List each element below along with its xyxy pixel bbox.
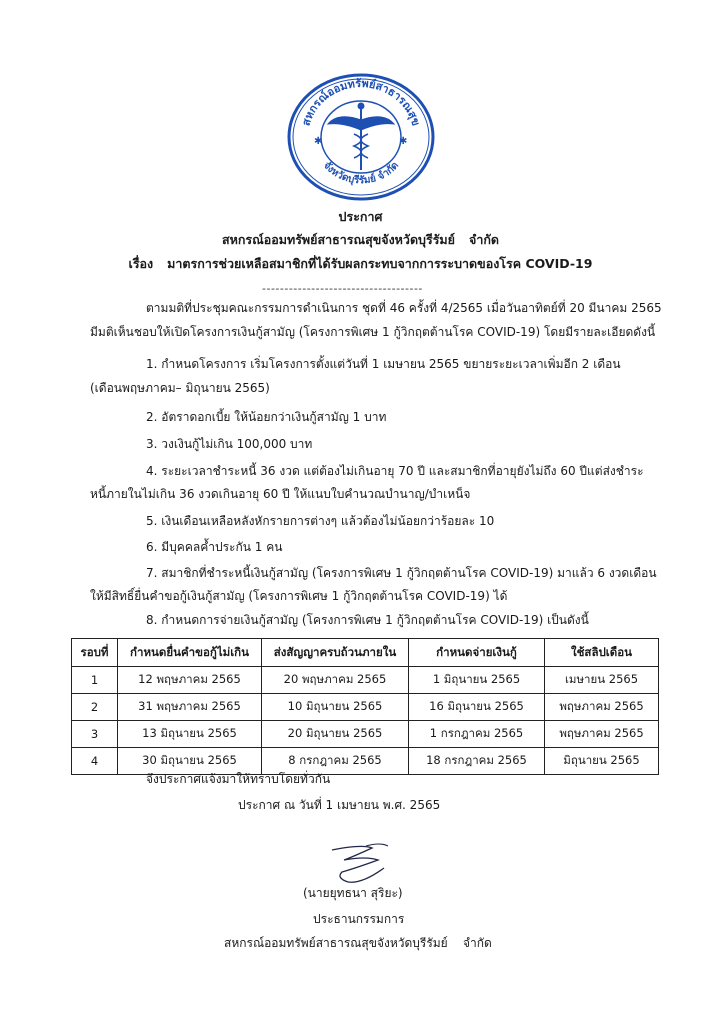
table-cell: 1 กรกฎาคม 2565 bbox=[409, 721, 545, 748]
item-2: 2. อัตราดอกเบี้ย ให้น้อยกว่าเงินกู้สามัญ 1 บาท bbox=[146, 410, 387, 424]
table-cell: มิถุนายน 2565 bbox=[545, 748, 659, 775]
item-8: 8. กำหนดการจ่ายเงินกู้สามัญ (โครงการพิเศษ 1 กู้วิกฤตต้านโรค COVID-19) เป็นดังนี้ bbox=[146, 613, 589, 627]
announcement-title: ประกาศ bbox=[338, 209, 383, 224]
announcement-date: ประกาศ ณ วันที่ 1 เมษายน พ.ศ. 2565 bbox=[238, 798, 441, 812]
item-4-line-2: หนี้ภายในไม่เกิน 36 งวดเกินอายุ 60 ปี ให้แนบใบคำนวณบำนาญ/บำเหน็จ bbox=[90, 487, 471, 501]
cooperative-seal-logo bbox=[286, 72, 436, 202]
item-3: 3. วงเงินกู้ไม่เกิน 100,000 บาท bbox=[146, 437, 313, 451]
organization-suffix: จำกัด bbox=[469, 232, 500, 247]
handwritten-signature bbox=[322, 838, 392, 886]
header-divider: ------------------------------------ bbox=[262, 282, 423, 295]
table-cell: พฤษภาคม 2565 bbox=[545, 694, 659, 721]
table-cell: 1 bbox=[72, 667, 118, 694]
table-row bbox=[72, 694, 659, 721]
table-cell: 10 มิถุนายน 2565 bbox=[262, 694, 409, 721]
signatory-organization-suffix: จำกัด bbox=[462, 936, 492, 950]
table-cell: 2 bbox=[72, 694, 118, 721]
table-row bbox=[72, 667, 659, 694]
subject-text: มาตรการช่วยเหลือสมาชิกที่ได้รับผลกระทบจากการระบาดของโรค COVID-19 bbox=[167, 256, 593, 271]
organization-name: สหกรณ์ออมทรัพย์สาธารณสุขจังหวัดบุรีรัมย์ bbox=[221, 232, 455, 247]
table-cell: 16 มิถุนายน 2565 bbox=[409, 694, 545, 721]
loan-schedule-table bbox=[71, 638, 659, 775]
signatory-organization bbox=[224, 934, 492, 953]
subject-label: เรื่อง bbox=[128, 256, 154, 271]
column-header-contract-deadline: ส่งสัญญาครบถ้วนภายใน bbox=[262, 639, 409, 667]
intro-line-1: ตามมติที่ประชุมคณะกรรมการดำเนินการ ชุดที่ 46 ครั้งที่ 4/2565 เมื่อวันอาทิตย์ที่ 20 มีนาคม 2565 bbox=[146, 301, 662, 315]
item-7-line-1: 7. สมาชิกที่ชำระหนี้เงินกู้สามัญ (โครงการพิเศษ 1 กู้วิกฤตต้านโรค COVID-19) มาแล้ว 6 งวดเดือน bbox=[146, 566, 657, 580]
item-7-line-2: ให้มีสิทธิ์ยื่นคำขอกู้เงินกู้สามัญ (โครงการพิเศษ 1 กู้วิกฤตต้านโรค COVID-19) ได้ bbox=[90, 589, 508, 603]
subject-line bbox=[0, 254, 721, 274]
seal-ring-text-bottom: จังหวัดบุรีรัมย์ จำกัด bbox=[320, 160, 402, 187]
organization-header bbox=[0, 230, 721, 250]
table-cell: พฤษภาคม 2565 bbox=[545, 721, 659, 748]
signatory-organization-name: สหกรณ์ออมทรัพย์สาธารณสุขจังหวัดบุรีรัมย์ bbox=[224, 936, 448, 950]
table-cell: 8 กรกฎาคม 2565 bbox=[262, 748, 409, 775]
table-row bbox=[72, 721, 659, 748]
seal-ring-text-top: สหกรณ์ออมทรัพย์สาธารณสุข bbox=[299, 76, 423, 128]
signatory-name: (นายยุทธนา สุริยะ) bbox=[303, 886, 403, 900]
column-header-payslip-month: ใช้สลิปเดือน bbox=[545, 639, 659, 667]
table-cell: 18 กรกฎาคม 2565 bbox=[409, 748, 545, 775]
table-header-row bbox=[72, 639, 659, 667]
item-5: 5. เงินเดือนเหลือหลังหักรายการต่างๆ แล้วต้องไม่น้อยกว่าร้อยละ 10 bbox=[146, 514, 495, 528]
caduceus-emblem-icon bbox=[328, 103, 394, 170]
column-header-apply-deadline: กำหนดยื่นคำขอกู้ไม่เกิน bbox=[118, 639, 262, 667]
column-header-round: รอบที่ bbox=[72, 639, 118, 667]
intro-line-2: มีมติเห็นชอบให้เปิดโครงการเงินกู้สามัญ (โครงการพิเศษ 1 กู้วิกฤตต้านโรค COVID-19) โดยมีรายละเอียดดังนี้ bbox=[90, 325, 656, 339]
table-cell: 20 พฤษภาคม 2565 bbox=[262, 667, 409, 694]
table-cell: 3 bbox=[72, 721, 118, 748]
table-cell: 20 มิถุนายน 2565 bbox=[262, 721, 409, 748]
table-cell: 4 bbox=[72, 748, 118, 775]
item-4-line-1: 4. ระยะเวลาชำระหนี้ 36 งวด แต่ต้องไม่เกินอายุ 70 ปี และสมาชิกที่อายุยังไม่ถึง 60 ปีแต่ส่งชำระ bbox=[146, 464, 644, 478]
table-cell: 31 พฤษภาคม 2565 bbox=[118, 694, 262, 721]
table-row bbox=[72, 748, 659, 775]
table-cell: 1 มิถุนายน 2565 bbox=[409, 667, 545, 694]
seal-star-left-icon: ✱ bbox=[314, 136, 323, 147]
seal-star-right-icon: ✱ bbox=[399, 136, 408, 147]
table-cell: 12 พฤษภาคม 2565 bbox=[118, 667, 262, 694]
signatory-title: ประธานกรรมการ bbox=[313, 912, 405, 926]
item-6: 6. มีบุคคลค้ำประกัน 1 คน bbox=[146, 540, 283, 554]
table-cell: เมษายน 2565 bbox=[545, 667, 659, 694]
table-cell: 13 มิถุนายน 2565 bbox=[118, 721, 262, 748]
table-cell: 30 มิถุนายน 2565 bbox=[118, 748, 262, 775]
column-header-payout-date: กำหนดจ่ายเงินกู้ bbox=[409, 639, 545, 667]
item-1-line-2: (เดือนพฤษภาคม– มิถุนายน 2565) bbox=[90, 381, 270, 395]
closing-announcement: จึงประกาศแจ้งมาให้ทราบโดยทั่วกัน bbox=[146, 772, 331, 786]
item-1-line-1: 1. กำหนดโครงการ เริ่มโครงการตั้งแต่วันที่ 1 เมษายน 2565 ขยายระยะเวลาเพิ่มอีก 2 เดือน bbox=[146, 357, 621, 371]
